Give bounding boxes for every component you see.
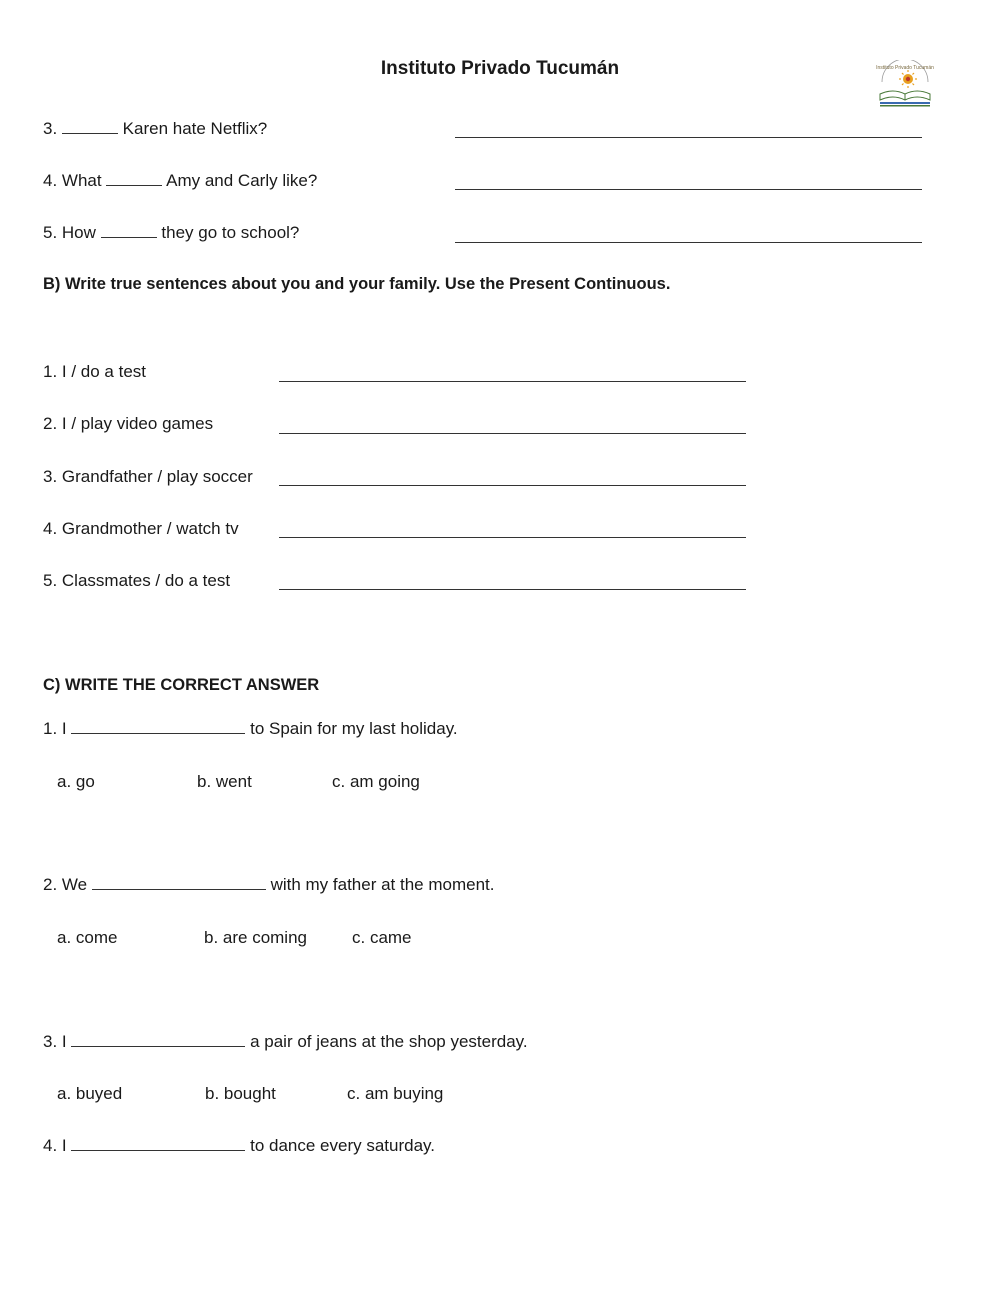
question-c3: 3. I a pair of jeans at the shop yesterday. xyxy=(43,1032,528,1051)
answer-line[interactable] xyxy=(455,189,922,190)
blank-field[interactable] xyxy=(71,719,245,734)
option-a[interactable]: a. buyed xyxy=(57,1084,123,1103)
prompt-b5: 5. Classmates / do a test xyxy=(43,571,231,590)
answer-line[interactable] xyxy=(279,433,746,434)
blank-field[interactable] xyxy=(101,223,157,238)
option-b[interactable]: b. went xyxy=(197,772,252,791)
option-c[interactable]: c. am buying xyxy=(347,1084,444,1103)
blank-field[interactable] xyxy=(71,1032,245,1047)
option-a[interactable]: a. go xyxy=(57,772,95,791)
logo-lettering: Instituto Privado Tucumán xyxy=(876,65,934,71)
prompt-b3: 3. Grandfather / play soccer xyxy=(43,467,253,486)
option-c[interactable]: c. am going xyxy=(332,772,420,791)
prompt-b2: 2. I / play video games xyxy=(43,414,214,433)
blank-field[interactable] xyxy=(62,119,118,134)
section-c-heading: C) WRITE THE CORRECT ANSWER xyxy=(43,676,320,694)
answer-line[interactable] xyxy=(455,242,922,243)
answer-line[interactable] xyxy=(279,589,746,590)
question-a5: 5. How they go to school? xyxy=(43,223,300,242)
answer-line[interactable] xyxy=(455,137,922,138)
option-b[interactable]: b. bought xyxy=(205,1084,276,1103)
answer-line[interactable] xyxy=(279,537,746,538)
blank-field[interactable] xyxy=(71,1136,245,1151)
prompt-b1: 1. I / do a test xyxy=(43,362,147,381)
option-c[interactable]: c. came xyxy=(352,928,412,947)
question-a4: 4. What Amy and Carly like? xyxy=(43,171,318,190)
blank-field[interactable] xyxy=(92,875,266,890)
option-b[interactable]: b. are coming xyxy=(204,928,307,947)
question-a3: 3. Karen hate Netflix? xyxy=(43,119,268,138)
prompt-b4: 4. Grandmother / watch tv xyxy=(43,519,239,538)
question-c4: 4. I to dance every saturday. xyxy=(43,1136,435,1155)
answer-line[interactable] xyxy=(279,381,746,382)
section-b-heading: B) Write true sentences about you and your family. Use the Present Continuous. xyxy=(43,275,671,293)
question-c2: 2. We with my father at the moment. xyxy=(43,875,495,894)
blank-field[interactable] xyxy=(106,171,162,186)
option-a[interactable]: a. come xyxy=(57,928,118,947)
question-c1: 1. I to Spain for my last holiday. xyxy=(43,719,458,738)
answer-line[interactable] xyxy=(279,485,746,486)
page-title: Instituto Privado Tucumán xyxy=(380,58,620,79)
school-logo-icon xyxy=(876,60,934,110)
